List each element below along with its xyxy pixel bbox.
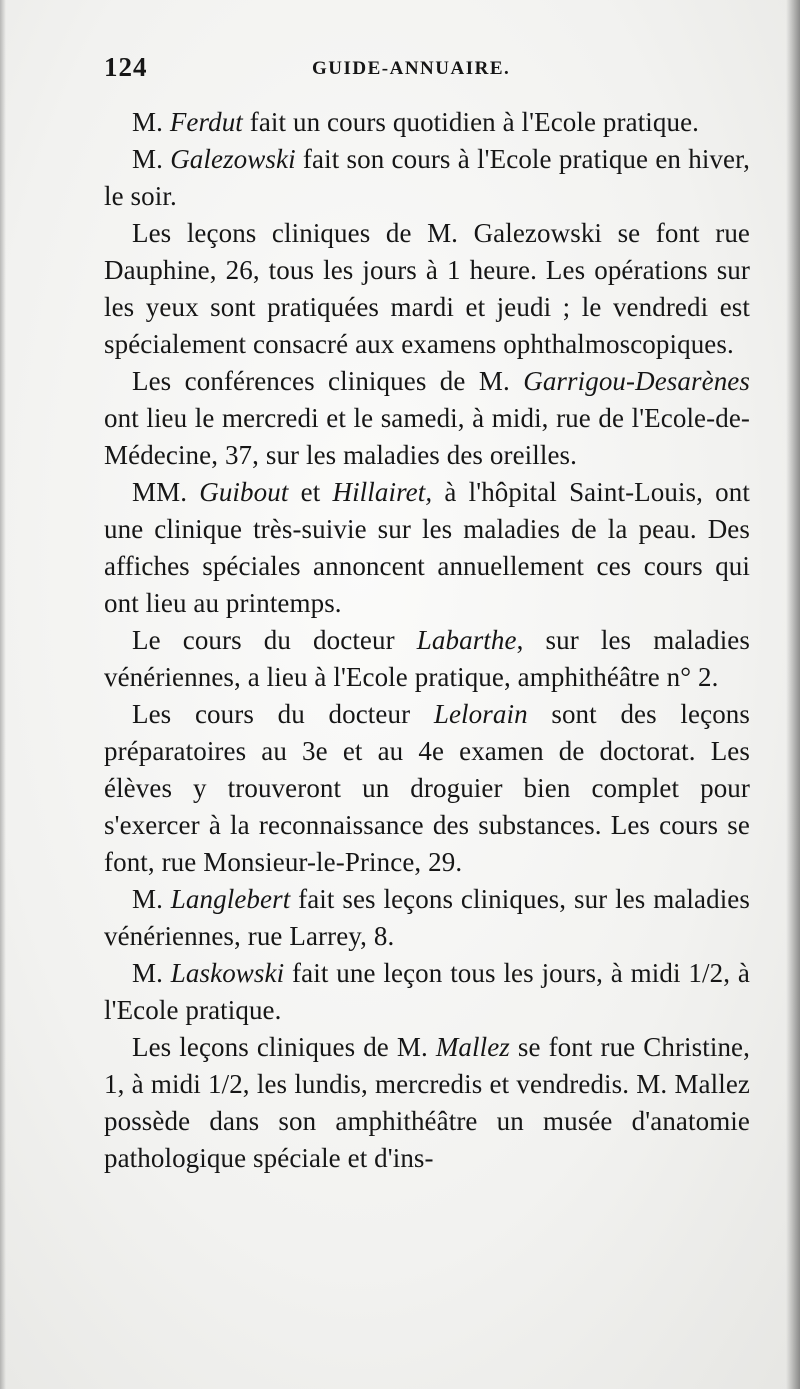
text-segment: Le cours du docteur <box>132 625 417 655</box>
text-segment: fait un cours quotidien à l'Ecole pratique. <box>242 107 700 137</box>
paragraph <box>104 696 750 881</box>
text-segment: , sur les maladies vénériennes, a lieu à l'Ecole pratique, amphithéâtre n° 2. <box>104 625 750 692</box>
text-segment: sont des leçons préparatoires au 3e et au 4e examen de doctorat. Les élèves y trouveront un droguier bien complet pour s'exercer à la reconnaissance des substances. Les cours se font, rue Monsieur-le-Prince, 29. <box>104 699 750 877</box>
paragraph <box>104 215 750 363</box>
body-text <box>104 104 750 1177</box>
running-head <box>104 52 744 86</box>
paragraph <box>104 141 750 215</box>
text-segment: ont lieu le mercredi et le samedi, à midi, rue de l'Ecole-de-Médecine, 37, sur les maladies des oreilles. <box>104 403 750 470</box>
text-segment: MM. <box>132 477 200 507</box>
person-name: Ferdut <box>169 107 243 137</box>
text-segment: se font rue Christine, 1, à midi 1/2, les lundis, mercredis et vendredis. M. Mallez possède dans son amphithéâtre un musée d'anatomie pathologique spéciale et d'ins- <box>104 1032 750 1173</box>
text-segment: Les leçons cliniques de M. Galezowski se font rue Dauphine, 26, tous les jours à 1 heure. Les opérations sur les yeux sont pratiquées mardi et jeudi ; le vendredi est spécialement consacré aux examens ophthalmoscopiques. <box>104 218 750 359</box>
text-segment: M. <box>132 884 171 914</box>
person-name: Lelorain <box>433 699 528 729</box>
running-title: GUIDE-ANNUAIRE. <box>312 58 511 79</box>
text-segment: fait une leçon tous les jours, à midi 1/2, à l'Ecole pratique. <box>104 958 750 1025</box>
person-name: Garrigou-Desarènes <box>523 366 750 396</box>
person-name: Labarthe <box>416 625 517 655</box>
text-segment: à l'hôpital Saint-Louis, ont une clinique très-suivie sur les maladies de la peau. Des affiches spéciales annoncent annuellement ces cours qui ont lieu au printemps. <box>104 477 750 618</box>
person-name: Laskowski <box>170 958 285 988</box>
paragraph <box>104 881 750 955</box>
paragraph <box>104 474 750 622</box>
text-segment: fait ses leçons cliniques, sur les maladies vénériennes, rue Larrey, 8. <box>104 884 750 951</box>
person-name: Guibout <box>199 477 289 507</box>
text-segment: M. <box>132 107 170 137</box>
person-name: Hillairet, <box>332 477 433 507</box>
page-number: 124 <box>104 52 148 82</box>
page-edge-shadow-right <box>786 0 800 1389</box>
person-name: Galezowski <box>170 144 296 174</box>
paragraph <box>104 104 750 141</box>
text-segment: Les conférences cliniques de M. <box>132 366 524 396</box>
page-edge-shadow-left <box>0 0 6 1389</box>
text-segment: M. <box>132 144 171 174</box>
person-name: Langlebert <box>170 884 291 914</box>
text-segment: Les leçons cliniques de M. <box>132 1032 436 1062</box>
text-segment: et <box>288 477 333 507</box>
person-name: Mallez <box>435 1032 510 1062</box>
text-segment: fait son cours à l'Ecole pratique en hiver, le soir. <box>104 144 750 211</box>
paragraph <box>104 955 750 1029</box>
paragraph <box>104 363 750 474</box>
text-segment: M. <box>132 958 171 988</box>
paragraph <box>104 622 750 696</box>
paragraph <box>104 1029 750 1177</box>
text-segment: Les cours du docteur <box>132 699 434 729</box>
